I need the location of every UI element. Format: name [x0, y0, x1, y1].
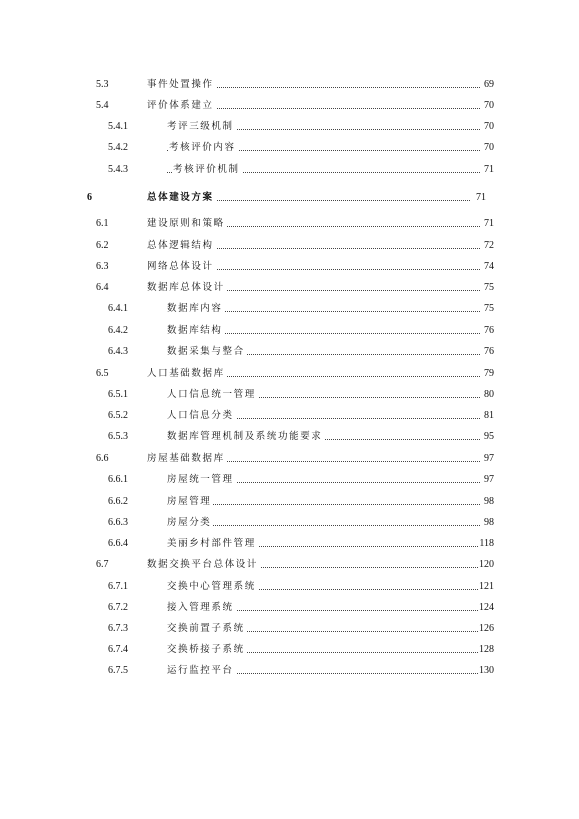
toc-entry: [0, 579, 579, 595]
toc-entry-title: 数据库管理机制及系统功能要求: [167, 429, 324, 445]
toc-entry-page: 98: [483, 494, 494, 510]
toc-entry-number: 6.5.1: [108, 389, 128, 400]
toc-entry-title: 数据交换平台总体设计: [147, 557, 260, 573]
toc-entry: [0, 98, 579, 114]
toc-entry-title: 房屋分类: [167, 515, 213, 531]
toc-entry-title: 网络总体设计: [147, 259, 216, 275]
toc-entry-page: 71: [475, 190, 486, 206]
toc-entry-title: 数据库内容: [167, 301, 225, 317]
toc-entry: [0, 366, 579, 382]
toc-entry: [0, 344, 579, 360]
toc-entry-number: 6.6: [96, 453, 109, 464]
toc-entry: [0, 259, 579, 275]
toc-entry-title: 接入管理系统: [167, 600, 236, 616]
toc-entry-title: 考核评价内容: [169, 140, 238, 156]
toc-entry-title: 交换前置子系统: [167, 621, 247, 637]
toc-entry: [0, 190, 579, 206]
toc-entry: [0, 557, 579, 573]
toc-entry: [0, 621, 579, 637]
toc-entry: [0, 323, 579, 339]
toc-entry-number: 6.5: [96, 368, 109, 379]
toc-entry-number: 5.4.3: [108, 164, 128, 175]
toc-entry-number: 6.4.1: [108, 303, 128, 314]
toc-entry-title: 人口信息分类: [167, 408, 236, 424]
toc-entry: [0, 600, 579, 616]
toc-entry: [0, 119, 579, 135]
toc-entry: [0, 451, 579, 467]
toc-entry-page: 97: [483, 451, 494, 467]
toc-entry-page: 97: [483, 472, 494, 488]
toc-entry-title: 考核评价机制: [173, 162, 242, 178]
toc-entry-title: 评价体系建立: [147, 98, 216, 114]
toc-entry-title: 事件处置操作: [147, 77, 216, 93]
toc-entry-number: 6.3: [96, 261, 109, 272]
toc-entry-number: 6.7.2: [108, 602, 128, 613]
toc-entry: [0, 77, 579, 93]
toc-entry: [0, 140, 579, 156]
toc-entry: [0, 642, 579, 658]
toc-entry-number: 5.4: [96, 100, 109, 111]
toc-entry: [0, 472, 579, 488]
toc-entry-number: 6.1: [96, 218, 109, 229]
toc-entry-number: 5.4.1: [108, 121, 128, 132]
toc-entry-number: 6.6.2: [108, 496, 128, 507]
toc-entry: [0, 429, 579, 445]
toc-entry-number: 6.4.2: [108, 325, 128, 336]
toc-entry-number: 5.3: [96, 79, 109, 90]
toc-entry-title: 房屋基础数据库: [147, 451, 227, 467]
toc-entry-page: 76: [483, 323, 494, 339]
toc-entry-title: 房屋统一管理: [167, 472, 236, 488]
toc-entry-title: 交换中心管理系统: [167, 579, 258, 595]
toc-entry: [0, 238, 579, 254]
toc-entry-title: 美丽乡村部件管理: [167, 536, 258, 552]
toc-entry-page: 69: [483, 77, 494, 93]
toc-entry: [0, 216, 579, 232]
toc-dot-leader: [167, 504, 480, 505]
toc-entry-page: 126: [478, 621, 494, 637]
toc-entry-page: 70: [483, 140, 494, 156]
toc-entry-number: 6: [87, 192, 92, 203]
toc-entry-title: 建设原则和策略: [147, 216, 227, 232]
toc-entry: [0, 515, 579, 531]
toc-entry-page: 120: [478, 557, 494, 573]
toc-entry-title: 总体建设方案: [147, 190, 216, 206]
toc-entry-number: 6.4: [96, 282, 109, 293]
toc-entry-number: 5.4.2: [108, 142, 128, 153]
toc-entry-title: 数据库结构: [167, 323, 225, 339]
toc-entry: [0, 280, 579, 296]
toc-entry: [0, 408, 579, 424]
toc-entry-page: 74: [483, 259, 494, 275]
toc-entry-page: 130: [478, 663, 494, 679]
toc-entry-number: 6.7.1: [108, 581, 128, 592]
toc-entry-title: 总体逻辑结构: [147, 238, 216, 254]
toc-entry-title: 数据采集与整合: [167, 344, 247, 360]
toc-entry-page: 121: [478, 579, 494, 595]
toc-entry-page: 75: [483, 280, 494, 296]
toc-entry-page: 76: [483, 344, 494, 360]
toc-entry: [0, 387, 579, 403]
toc-entry-page: 71: [483, 162, 494, 178]
toc-entry: [0, 301, 579, 317]
toc-entry: [0, 536, 579, 552]
toc-entry-title: 人口信息统一管理: [167, 387, 258, 403]
toc-entry-title: 人口基础数据库: [147, 366, 227, 382]
toc-entry-title: 数据库总体设计: [147, 280, 227, 296]
toc-entry-number: 6.2: [96, 240, 109, 251]
toc-entry: [0, 663, 579, 679]
toc-entry-page: 70: [483, 98, 494, 114]
toc-entry-page: 79: [483, 366, 494, 382]
toc-entry-page: 95: [483, 429, 494, 445]
toc-entry-title: 房屋管理: [167, 494, 213, 510]
toc-dot-leader: [167, 525, 480, 526]
toc-entry-title: 交换桥接子系统: [167, 642, 247, 658]
toc-entry-number: 6.5.3: [108, 431, 128, 442]
toc-entry-number: 6.7.4: [108, 644, 128, 655]
toc-entry-page: 70: [483, 119, 494, 135]
toc-entry-title: 考评三级机制: [167, 119, 236, 135]
toc-entry-number: 6.6.1: [108, 474, 128, 485]
toc-entry-number: 6.7.3: [108, 623, 128, 634]
toc-entry-page: 98: [483, 515, 494, 531]
toc-entry-page: 118: [478, 536, 494, 552]
toc-entry-page: 71: [483, 216, 494, 232]
toc-entry-page: 124: [478, 600, 494, 616]
toc-entry-number: 6.6.4: [108, 538, 128, 549]
toc-entry-page: 75: [483, 301, 494, 317]
toc-entry-page: 128: [478, 642, 494, 658]
toc-entry-title: 运行监控平台: [167, 663, 236, 679]
toc-entry-page: 72: [483, 238, 494, 254]
toc-entry-page: 81: [483, 408, 494, 424]
toc-entry-number: 6.7: [96, 559, 109, 570]
toc-entry-number: 6.5.2: [108, 410, 128, 421]
toc-entry-number: 6.7.5: [108, 665, 128, 676]
toc-entry-number: 6.6.3: [108, 517, 128, 528]
toc-entry-number: 6.4.3: [108, 346, 128, 357]
toc-entry: [0, 494, 579, 510]
toc-entry: [0, 162, 579, 178]
toc-entry-page: 80: [483, 387, 494, 403]
